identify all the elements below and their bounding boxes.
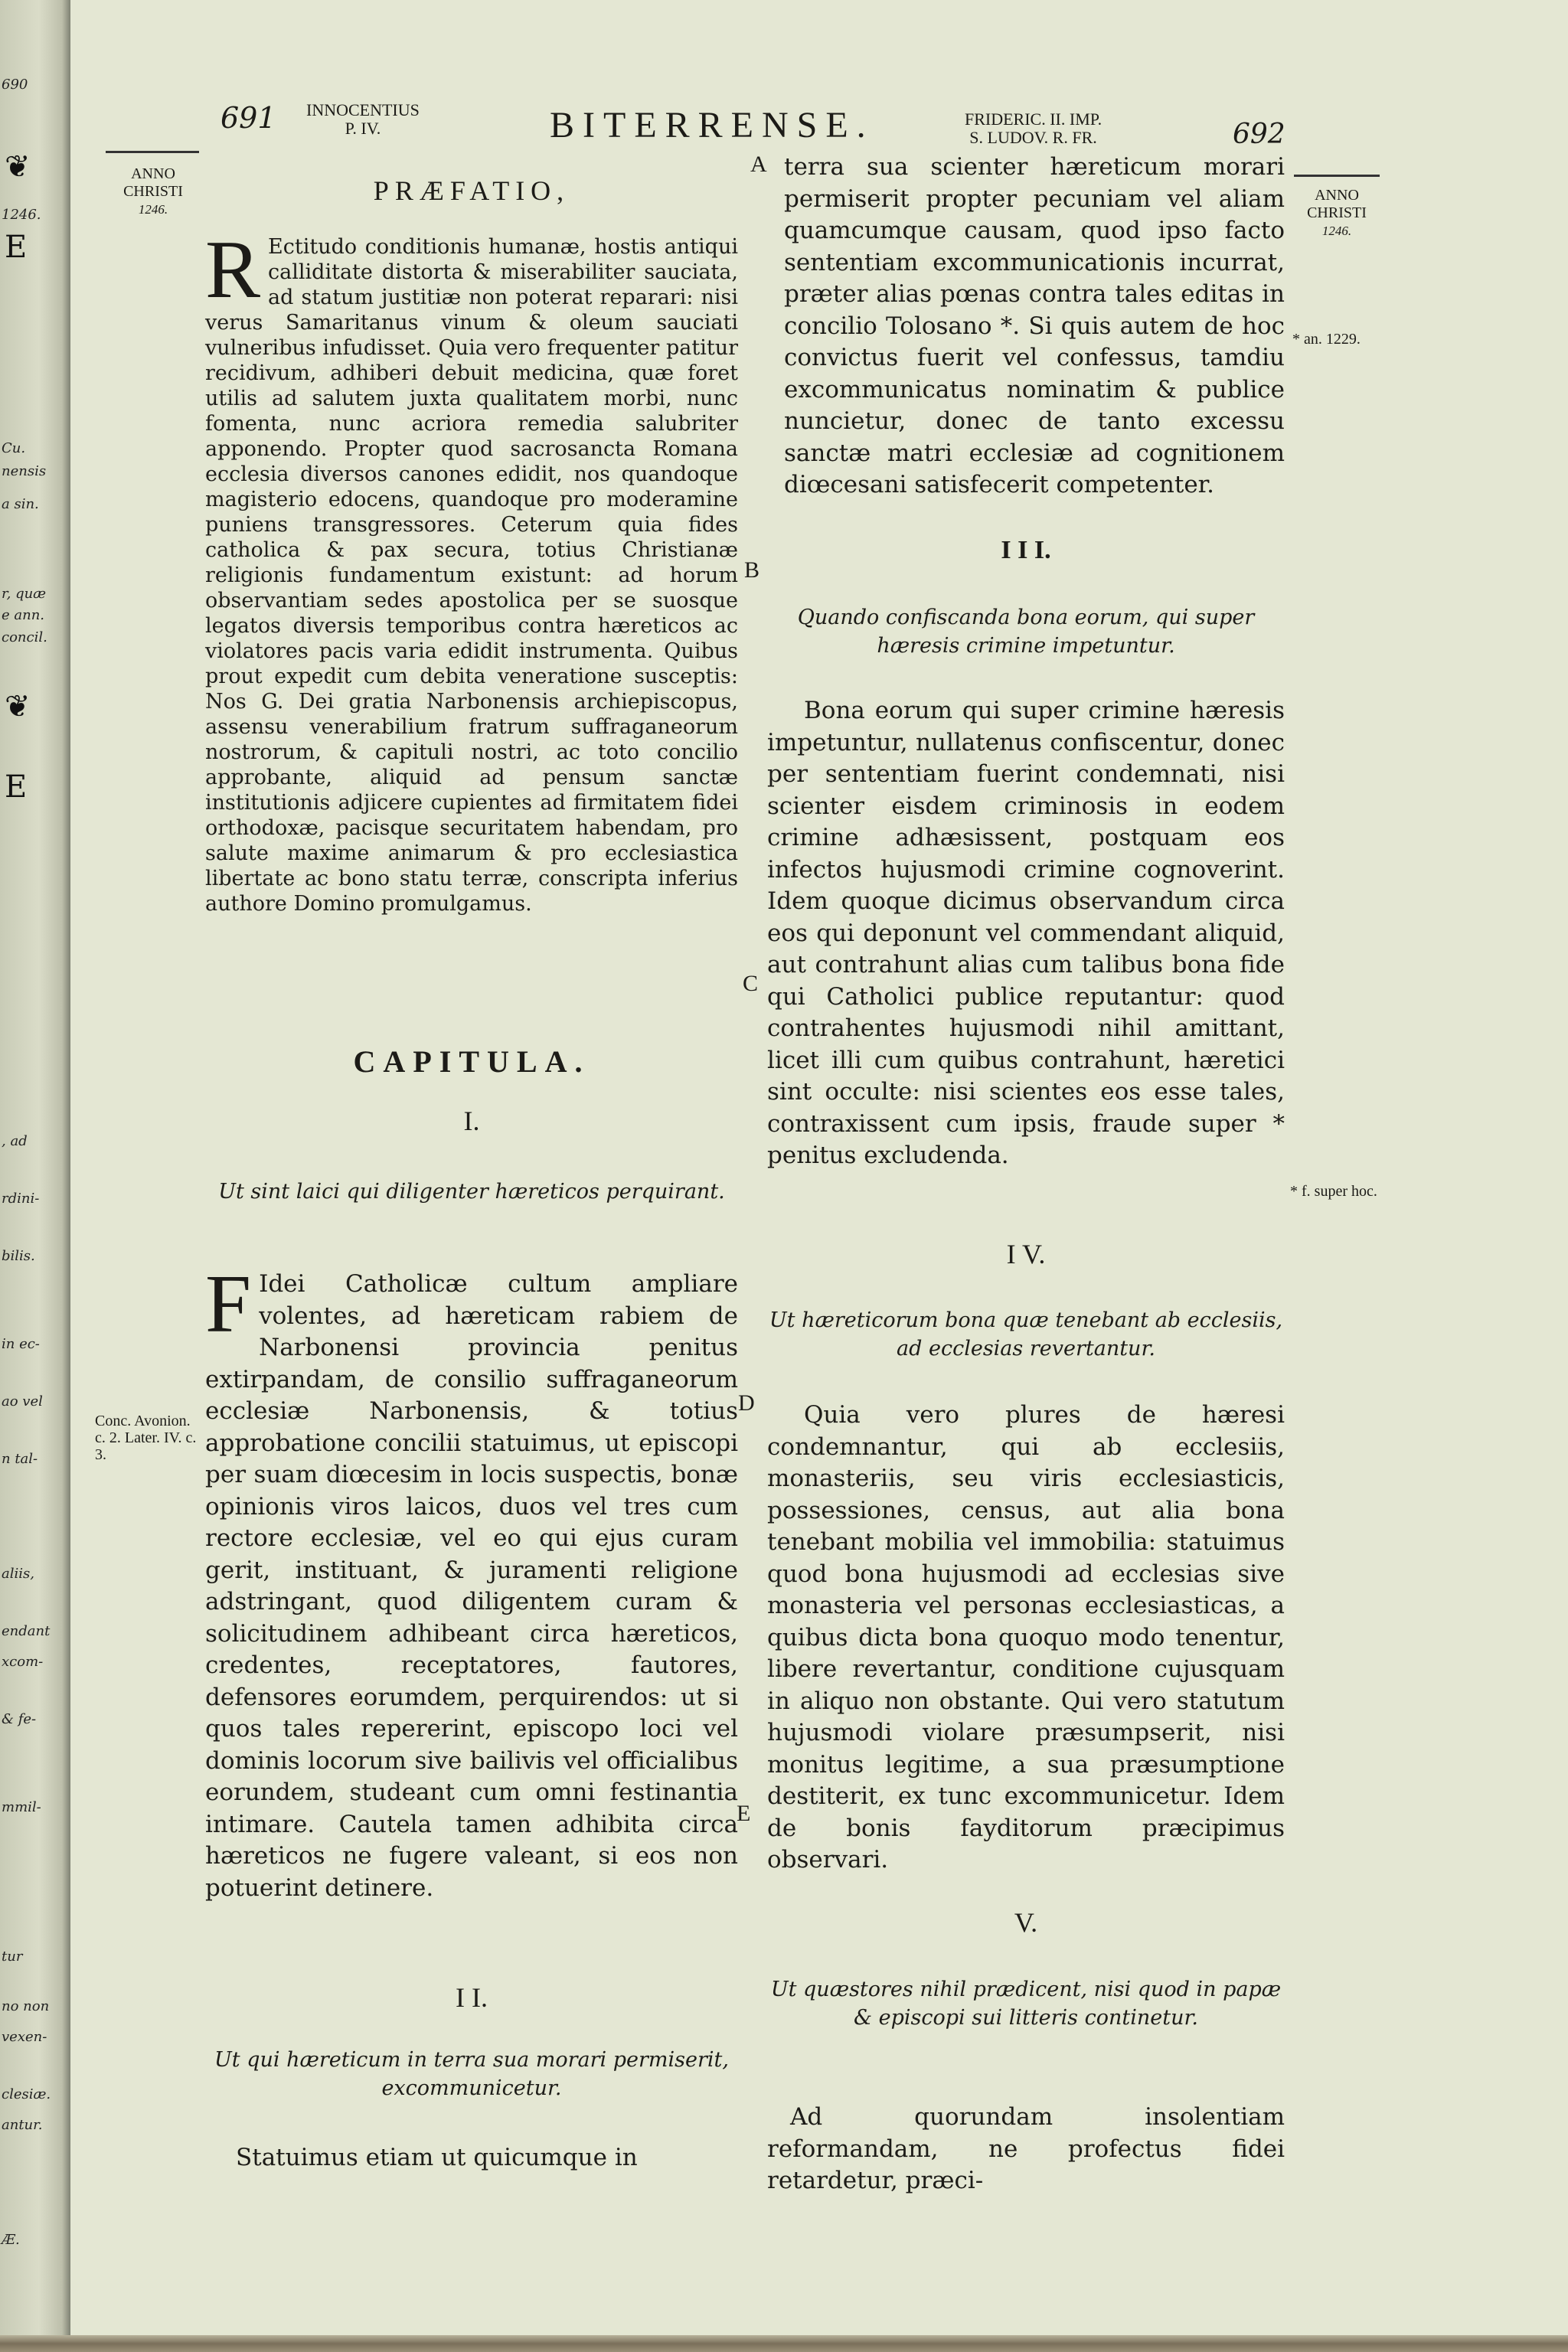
chapter-3-text: Bona eorum qui super crimine hæresis impetuntur, nullatenus confiscentur, donec per sententiam fuerint condemnati, nisi scienter eisdem criminosis in eodem crimine adhæsissent, postquam eos infectos hujusmodi crimine cognoverint. Idem quoque dicimus observandum circa eos qui deponunt vel commendant aliquid, aut contrahunt alias cum talibus bona fide qui Catholici publice reputantur: quod contrahentes hujusmodi nihil amittant, licet illi cum quibus contrahunt, hæretici sint occulte: nisi scientes eos esse tales, contraxissent cum ipsis, fraude super * penitus excludenda. (767, 697, 1285, 1169)
book-bottom-edge (0, 2335, 1568, 2352)
drop-cap: F (205, 1259, 252, 1350)
drop-cap: R (205, 224, 261, 315)
gutter-text-fragment: e ann. (2, 607, 45, 623)
chapter-2-text-continued: terra sua scienter hæreticum morari permiserit propter pecuniam vel aliam quamcumque causam, quod ipso facto sententiam excommunicationis incurrat, præter alias pœnas contra tales editas in concilio Tolosano *. Si quis autem de hoc convictus fuerit vel confessus, tamdiu excommunicatus nominatim & publice nuncietur, donec de tanto excessu sanctæ matri ecclesiæ ad cognitionem diœcesani satisfecerit competenter. (784, 153, 1285, 498)
page-number-right: 692 (1233, 119, 1285, 150)
gutter-ornament: ❦ (5, 689, 31, 724)
gutter-text-fragment: a sin. (2, 496, 39, 512)
gutter-ornament: ❦ (5, 149, 31, 185)
chapter-2-number: I I. (456, 1982, 488, 2013)
header-rulers: FRIDERIC. II. IMP. S. LUDOV. R. FR. (965, 109, 1102, 147)
page-title: BITERRENSE. (550, 105, 874, 145)
anno-christi-right: ANNO CHRISTI 1246. (1307, 187, 1367, 238)
section-marker-e: E (737, 1801, 751, 1826)
gutter-text-fragment: tur (2, 1949, 23, 1965)
chapter-4-text: Quia vero plures de hæresi condemnantur, qui ab ecclesiis, monasteriis, seu viris ecclesiasticis, possessiones, census, aut alia bona tenebant mobilia vel immobilia: statuimus quod bona hujusmodi ad ecclesias sive monasteria vel personas ecclesiasticas, a quibus dicta bona quoquo modo tenentur, libere revertantur, conditione cujusquam in aliquo non obstante. Qui vero statutum hujusmodi violare præsumpserit, nisi monitus legitime, a sua præsumptione destiterit, ex tunc excommunicetur. Idem de bonis fayditorum præcipimus observari. (767, 1401, 1285, 1873)
gutter-text-fragment: vexen- (2, 2029, 47, 2045)
section-marker-c: C (743, 971, 759, 996)
gutter-letter: E (5, 230, 28, 265)
margin-note-an-1229: * an. 1229. (1292, 331, 1361, 348)
gutter-text-fragment: & fe- (2, 1711, 37, 1727)
gutter-text-fragment: n tal- (2, 1451, 38, 1467)
chapter-2-title: Ut qui hæreticum in terra sua morari permiserit, excommunicetur. (214, 2048, 729, 2100)
chapter-1-text: F Idei Catholicæ cultum ampliare volentes, ad hæreticam rabiem de Narbonensi provincia penitus extirpandam, de consilio suffraganeorum ecclesiæ Narbonensis, & totius approbatione concilii statuimus, ut episcopi per suam diœcesim in locis suspectis, bonæ opinionis viros laicos, duos vel tres cum rectore ecclesiæ, vel eo qui ejus curam gerit, instituant, & juramenti religione adstringant, quod diligentem curam & solicitudinem adhibeant circa hæreticos, credentes, receptatores, fautores, defensores eorumdem, perquirendos: ut si quos tales repererint, episcopo loci vel dominis locorum sive bailivis vel officialibus eorundem, studeant cum omni festinantia intimare. Cautela tamen adhibita circa hæreticos ne fugere valeant, si eos non potuerint detinere. (205, 1259, 738, 1902)
margin-note-concilia: Conc. Avonion. c. 2. Later. IV. c. 3. (95, 1413, 197, 1463)
gutter-text-fragment: , ad (2, 1133, 28, 1149)
gutter-text-fragment: concil. (2, 629, 47, 645)
chapter-5-number: V. (1014, 1907, 1038, 1938)
margin-rule-left (106, 151, 199, 153)
gutter-text-fragment: xcom- (2, 1654, 44, 1670)
praefatio-heading: PRÆFATIO, (373, 175, 570, 206)
anno-christi-left: ANNO CHRISTI 1246. (123, 165, 183, 217)
gutter-text-fragment: aliis, (2, 1566, 34, 1582)
chapter-2-text-start: Statuimus etiam ut quicumque in (236, 2144, 638, 2171)
gutter-text-fragment: in ec- (2, 1336, 40, 1352)
praefatio-text: R Ectitudo conditionis humanæ, hostis antiqui calliditate distorta & miserabiliter sauciata, ad statum justitiæ non poterat reparari: nisi verus Samaritanus vinum & oleum sauciati vulneribus infudisset. Quia vero frequenter patitur recidivum, adhiberi debuit medicina, quæ foret utilis ad salutem juxta qualitatem morbi, nunc fomenta, nunc acriora remedia salubriter apponendo. Propter quod sacrosancta Romana ecclesia diversos canones edidit, nos quandoque magisterio edocens, quandoque pro moderamine puniens transgressores. Ceterum quia fides catholica & pax secura, totius Christianæ religionis fundamentum existunt: ad horum observantiam sedes apostolica per se suosque legatos diversis temporibus contra hæreticos ac violatores pacis varia edidit instrumenta. Quibus prout expedit cum debita veneratione susceptis: Nos G. Dei gratia Narbonensis archiepiscopus, assensu venerabilium fratrum suffraganeorum nostrorum, & capituli nostri, ac toto concilio approbante, aliquid ad pensum sanctæ institutionis adjicere cupientes ad firmitatem fidei orthodoxæ, pacisque securitatem habendam, pro salute maxime animarum & pro ecclesiastica libertate ac bono statu terræ, conscripta inferius authore Domino promulgamus. (205, 224, 738, 916)
gutter-text-fragment: 1246. (2, 207, 41, 223)
chapter-4-title: Ut hæreticorum bona quæ tenebant ab ecclesiis, ad ecclesias revertantur. (769, 1308, 1283, 1361)
gutter-text-fragment: bilis. (2, 1248, 35, 1264)
previous-page-edge (0, 0, 70, 2352)
chapter-1-title: Ut sint laici qui diligenter hæreticos perquirant. (218, 1180, 725, 1204)
capitula-heading: CAPITULA. (353, 1044, 590, 1079)
section-marker-a: A (750, 152, 767, 177)
margin-rule-right (1294, 175, 1380, 177)
gutter-text-fragment: endant (2, 1623, 51, 1639)
gutter-text-fragment: mmil- (2, 1799, 41, 1815)
chapter-1-number: I. (463, 1106, 480, 1136)
gutter-text-fragment: clesiæ. (2, 2086, 51, 2102)
margin-note-super-hoc: * f. super hoc. (1290, 1183, 1377, 1200)
gutter-text-fragment: 690 (2, 77, 28, 93)
section-marker-b: B (744, 557, 760, 583)
gutter-text-fragment: nensis (2, 463, 47, 479)
gutter-text-fragment: antur. (2, 2117, 43, 2133)
chapter-3-title: Quando confiscanda bona eorum, qui super hæresis crimine impetuntur. (797, 606, 1255, 658)
gutter-text-fragment: Cu. (2, 440, 26, 456)
gutter-text-fragment: r, quæ (2, 586, 47, 602)
section-marker-d: D (738, 1390, 755, 1416)
chapter-4-number: I V. (1006, 1239, 1046, 1269)
chapter-3-number: I I I. (1001, 536, 1051, 564)
gutter-text-fragment: rdini- (2, 1191, 40, 1207)
gutter-text-fragment: ao vel (2, 1393, 43, 1410)
header-pope: INNOCENTIUS P. IV. (306, 100, 420, 138)
gutter-letter: E (5, 769, 28, 805)
page-number-left: 691 (220, 101, 276, 135)
gutter-text-fragment: no non (2, 1998, 50, 2014)
gutter-text-fragment: Æ. (2, 2232, 20, 2248)
chapter-5-title: Ut quæstores nihil prædicent, nisi quod in papæ & episcopi sui litteris continetur. (770, 1978, 1282, 2030)
chapter-5-text: Ad quorundam insolentiam reformandam, ne profectus fidei retardetur, præci- (767, 2103, 1285, 2194)
